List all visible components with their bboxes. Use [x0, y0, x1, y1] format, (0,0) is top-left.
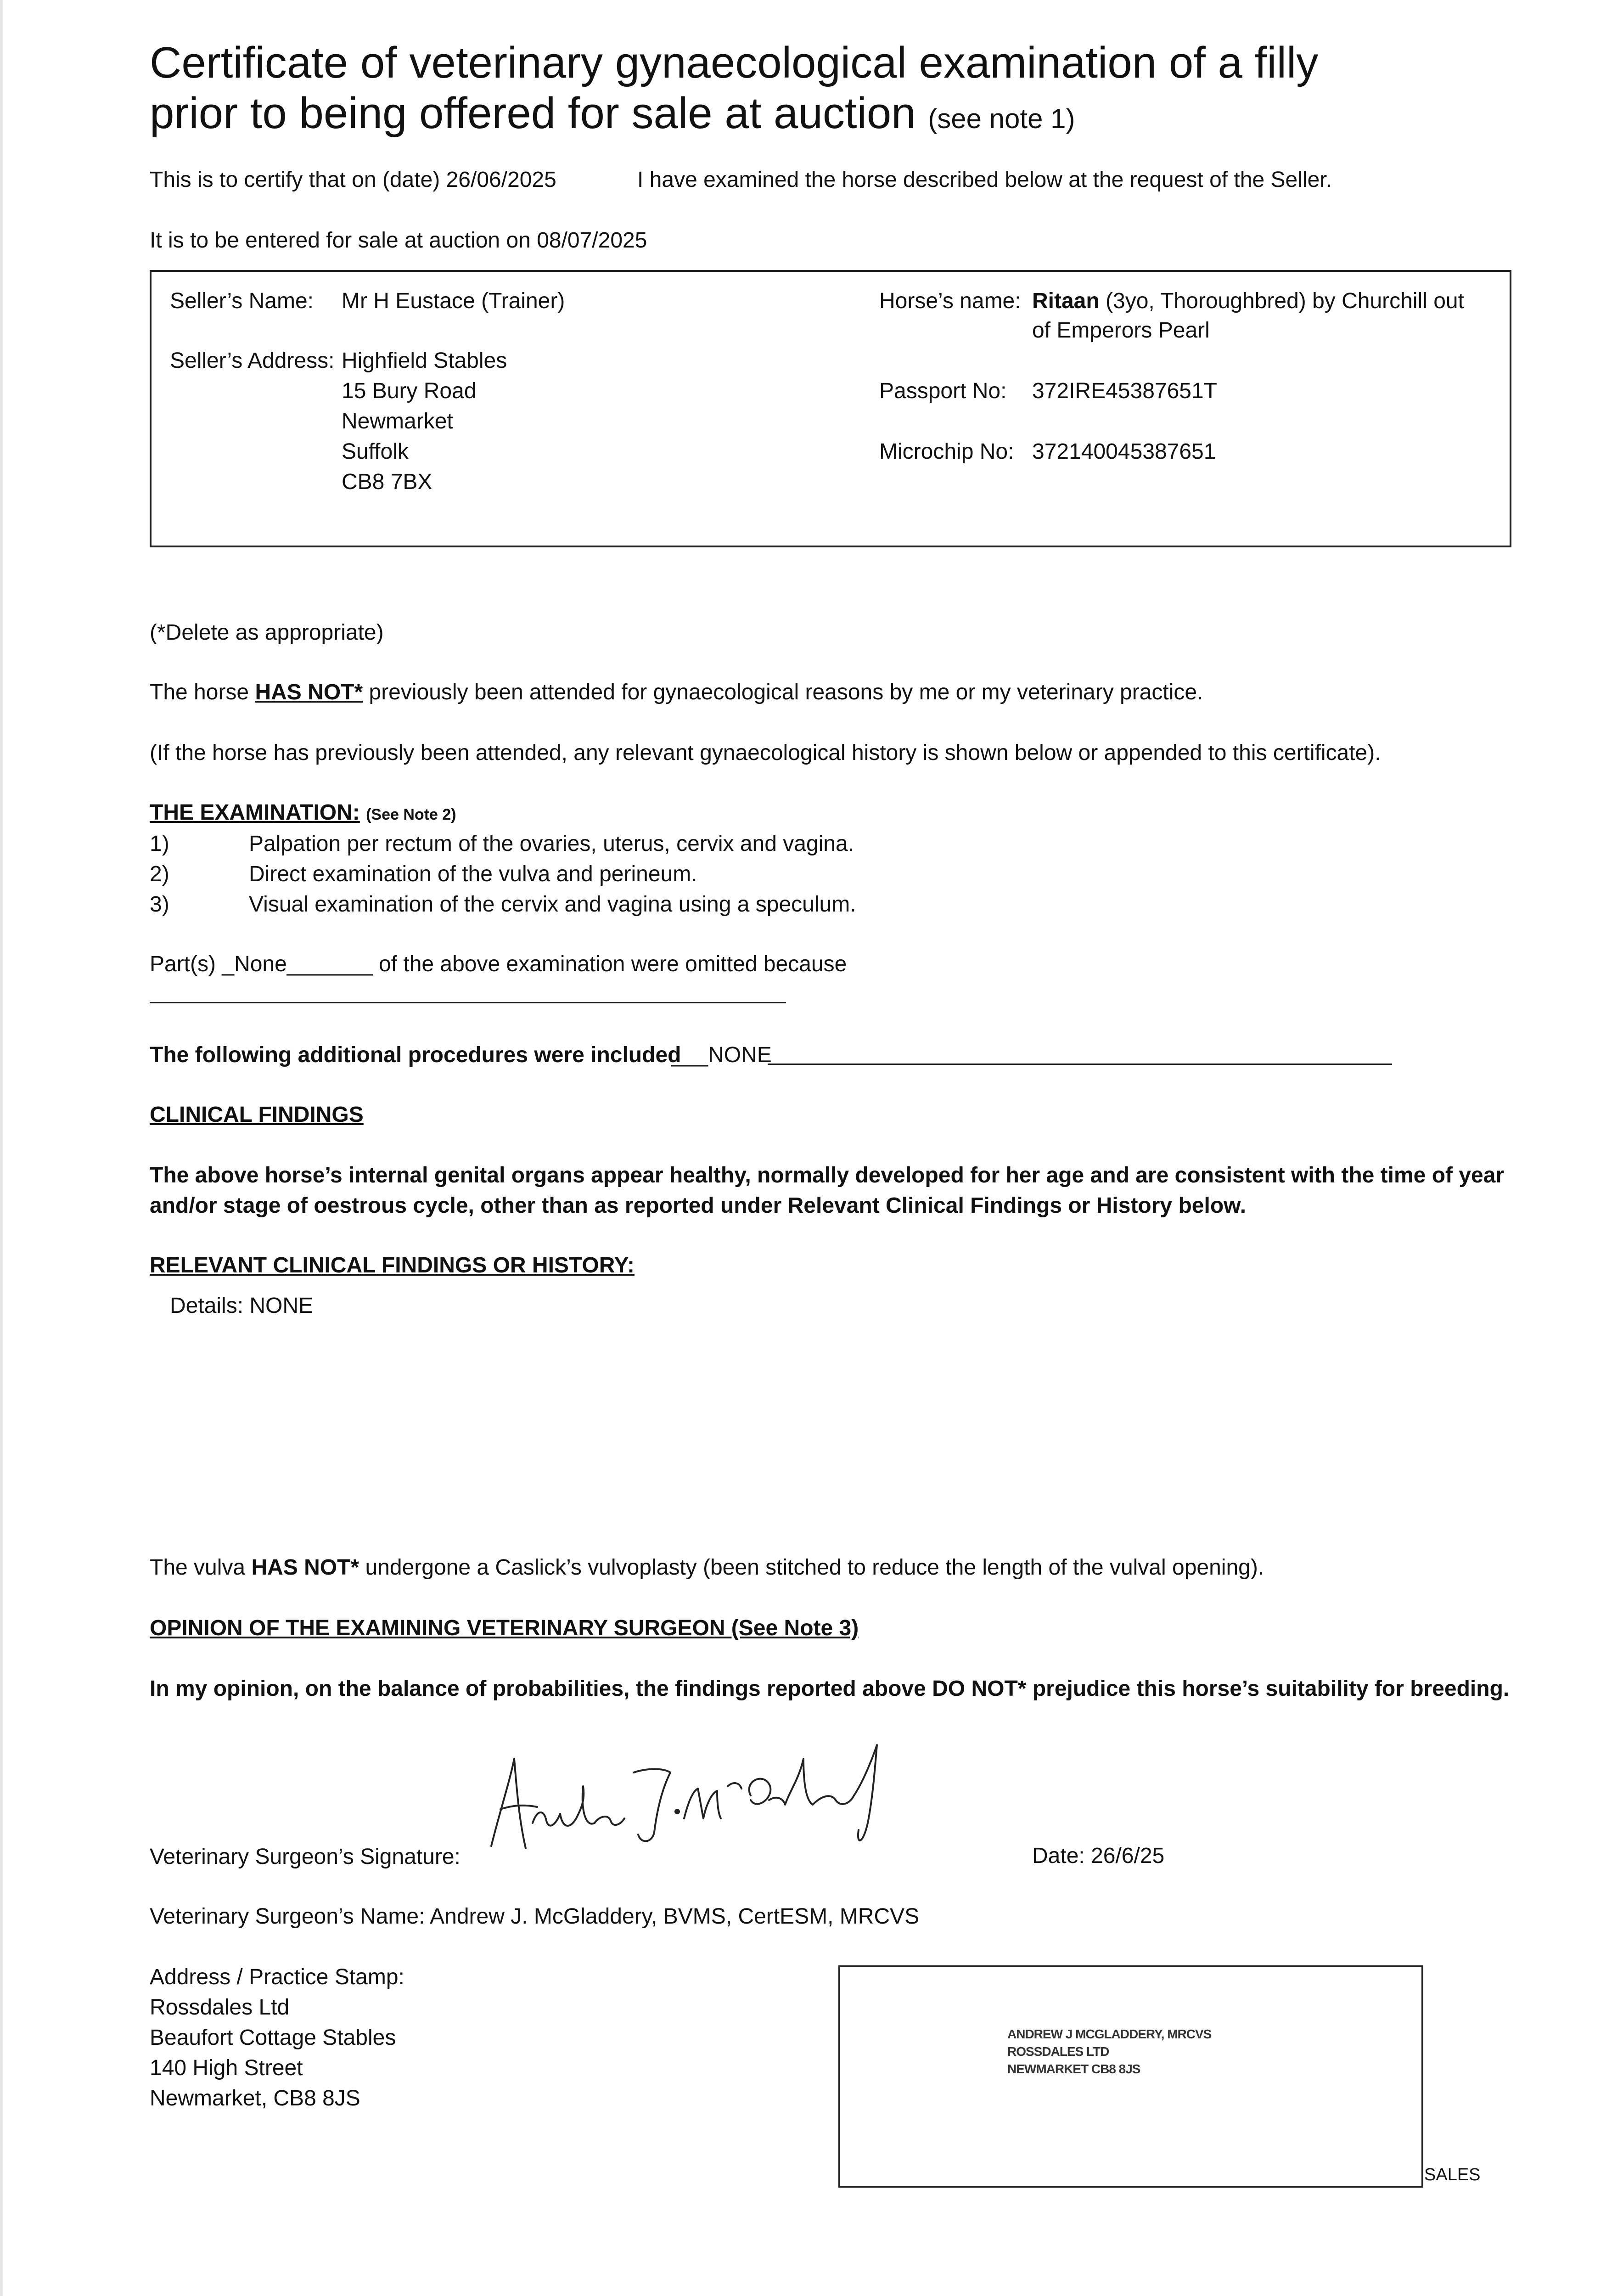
seller-address-label: Seller’s Address:	[170, 349, 335, 373]
vulva-post: undergone a Caslick’s vulvoplasty (been stitched to reduce the length of the vulval opening).	[365, 1555, 1264, 1580]
horse-description: (3yo, Thoroughbred) by Churchill out	[1106, 289, 1464, 313]
additional-procedures-label: The following additional procedures were included	[150, 1043, 681, 1067]
seller-address-line: Suffolk	[342, 439, 409, 464]
title-line-2-text: prior to being offered for sale at auction	[150, 89, 916, 138]
seller-address-line: 15 Bury Road	[342, 379, 477, 403]
vulva-pre: The vulva	[150, 1555, 246, 1580]
microchip-number: 372140045387651	[1032, 439, 1216, 464]
attended-statement	[150, 678, 1203, 707]
clinical-findings-heading: CLINICAL FINDINGS	[150, 1103, 364, 1127]
opinion-text: In my opinion, on the balance of probabilities, the findings reported above DO NOT* prejudice this horse’s suitability for breeding.	[150, 1677, 1510, 1701]
handwritten-signature	[482, 1731, 886, 1864]
microchip-label: Microchip No:	[879, 439, 1014, 464]
seller-name: Mr H Eustace (Trainer)	[342, 289, 565, 313]
exam-item-text: Direct examination of the vulva and perineum.	[249, 862, 697, 886]
horse-name-label: Horse’s name:	[879, 289, 1021, 313]
exam-item-num: 3)	[150, 892, 169, 917]
horse-name-line	[1032, 287, 1464, 316]
omitted-statement: Part(s) _None_______ of the above examination were omitted because	[150, 952, 847, 976]
seller-address-line: Highfield Stables	[342, 349, 507, 373]
attended-pre: The horse	[150, 680, 249, 704]
title-line-1: Certificate of veterinary gynaecological examination of a filly	[150, 38, 1319, 87]
title-line-2	[150, 88, 1075, 144]
omitted-reason-line	[150, 1002, 786, 1003]
practice-stamp-label: Address / Practice Stamp:	[150, 1965, 404, 1989]
seller-name-label: Seller’s Name:	[170, 289, 314, 313]
exam-item-text: Visual examination of the cervix and vagina using a speculum.	[249, 892, 856, 917]
passport-number: 372IRE45387651T	[1032, 379, 1217, 403]
exam-item-num: 1)	[150, 832, 169, 856]
sales-label: SALES	[1424, 2165, 1481, 2184]
additional-procedures-line	[768, 1064, 1392, 1065]
title-note: (see note 1)	[928, 103, 1075, 134]
surgeon-name: Veterinary Surgeon’s Name: Andrew J. McGladdery, BVMS, CertESM, MRCVS	[150, 1904, 920, 1929]
relevant-findings-details: Details: NONE	[170, 1294, 314, 1318]
opinion-heading: OPINION OF THE EXAMINING VETERINARY SURGEON (See Note 3)	[150, 1616, 859, 1640]
passport-label: Passport No:	[879, 379, 1007, 403]
examination-note: (See Note 2)	[366, 806, 456, 823]
vulva-statement	[150, 1553, 1264, 1582]
examination-heading-line	[150, 798, 456, 829]
seller-address-line: Newmarket	[342, 409, 453, 433]
exam-item-num: 2)	[150, 862, 169, 886]
clinical-findings-text-2: and/or stage of oestrous cycle, other than as reported under Relevant Clinical Findings or History below.	[150, 1193, 1247, 1218]
practice-address-line: Newmarket, CB8 8JS	[150, 2086, 360, 2110]
certify-request: I have examined the horse described below at the request of the Seller.	[637, 168, 1332, 192]
examination-heading: THE EXAMINATION:	[150, 800, 360, 825]
clinical-findings-text: The above horse’s internal genital organs appear healthy, normally developed for her age and are consistent with the time of year	[150, 1163, 1505, 1187]
auction-date: It is to be entered for sale at auction on 08/07/2025	[150, 228, 647, 253]
horse-name: Ritaan	[1032, 289, 1100, 313]
certify-intro: This is to certify that on (date) 26/06/2025	[150, 168, 556, 192]
practice-address-line: 140 High Street	[150, 2056, 303, 2080]
stamp-line: ANDREW J MCGLADDERY, MRCVS	[1007, 2027, 1212, 2041]
signature-date: Date: 26/6/25	[1032, 1844, 1165, 1868]
horse-description-2: of Emperors Pearl	[1032, 318, 1210, 343]
practice-address-line: Beaufort Cottage Stables	[150, 2026, 396, 2050]
practice-address-line: Rossdales Ltd	[150, 1995, 290, 2020]
relevant-findings-heading: RELEVANT CLINICAL FINDINGS OR HISTORY:	[150, 1253, 635, 1277]
additional-procedures-value: ___NONE	[671, 1043, 772, 1067]
attended-emphasis: HAS NOT*	[255, 680, 363, 704]
delete-note: (*Delete as appropriate)	[150, 620, 384, 645]
attended-post: previously been attended for gynaecological reasons by me or my veterinary practice.	[369, 680, 1203, 704]
stamp-line: NEWMARKET CB8 8JS	[1007, 2062, 1140, 2076]
stamp-line: ROSSDALES LTD	[1007, 2044, 1109, 2059]
vulva-emphasis: HAS NOT*	[251, 1555, 359, 1580]
seller-address-line: CB8 7BX	[342, 470, 432, 494]
exam-item-text: Palpation per rectum of the ovaries, uterus, cervix and vagina.	[249, 832, 854, 856]
signature-label: Veterinary Surgeon’s Signature:	[150, 1845, 461, 1869]
history-note: (If the horse has previously been attended, any relevant gynaecological history is shown below or appended to this certificate).	[150, 741, 1381, 765]
scan-edge	[0, 0, 3, 2296]
